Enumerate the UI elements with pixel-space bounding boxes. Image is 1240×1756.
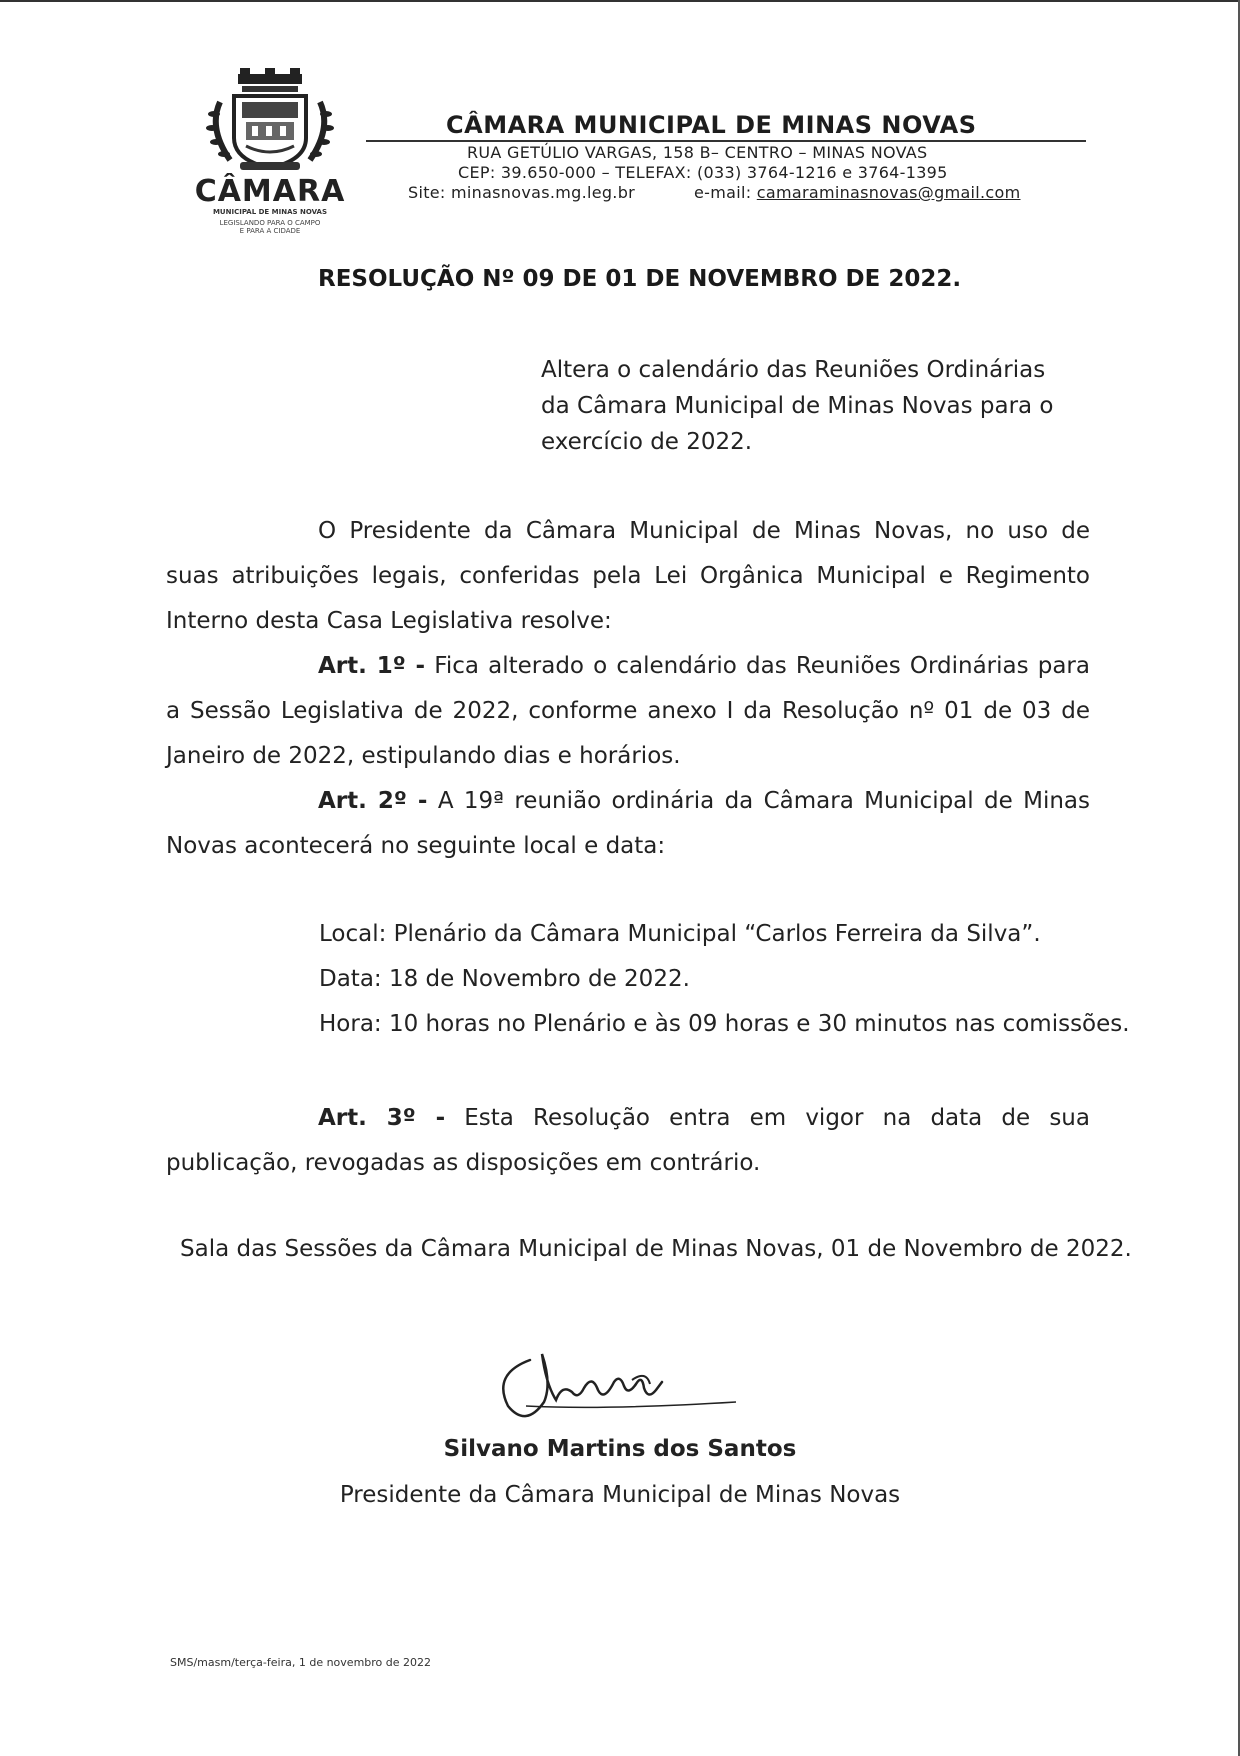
article-3-label: Art. 3º - (318, 1105, 446, 1131)
article-2-label: Art. 2º - (318, 788, 428, 814)
article-3 (166, 1096, 1090, 1186)
intro-text: O Presidente da Câmara Municipal de Minas Novas, no uso de suas atribuições legais, conferidas pela Lei Orgânica Municipal e Regimento Interno desta Casa Legislativa resolve: (166, 518, 1090, 634)
chamber-logo (190, 68, 350, 248)
organization-address: RUA GETÚLIO VARGAS, 158 B– CENTRO – MINAS NOVAS (467, 143, 928, 162)
closing-line: Sala das Sessões da Câmara Municipal de Minas Novas, 01 de Novembro de 2022. (180, 1236, 1132, 1262)
logo-subtitle: MUNICIPAL DE MINAS NOVAS (212, 208, 328, 216)
article-2 (166, 779, 1090, 869)
organization-name: CÂMARA MUNICIPAL DE MINAS NOVAS (446, 111, 977, 139)
article-1 (166, 644, 1090, 779)
meeting-time: Hora: 10 horas no Plenário e às 09 horas e 30 minutos nas comissões. (319, 1011, 1130, 1037)
logo-motto (190, 219, 350, 235)
coat-of-arms-icon (190, 68, 350, 172)
logo-motto-line1: LEGISLANDO PARA O CAMPO (219, 219, 321, 227)
organization-email (694, 183, 1021, 202)
signer-name: Silvano Martins dos Santos (443, 1436, 797, 1462)
article-1-label: Art. 1º - (318, 653, 426, 679)
resolution-title: RESOLUÇÃO Nº 09 DE 01 DE NOVEMBRO DE 2022. (318, 266, 962, 292)
handwritten-signature (486, 1344, 742, 1428)
meeting-date: Data: 18 de Novembro de 2022. (319, 966, 690, 992)
page-border-top (0, 0, 1240, 2)
signer-title: Presidente da Câmara Municipal de Minas Novas (339, 1482, 901, 1508)
resolution-summary: Altera o calendário das Reuniões Ordinárias da Câmara Municipal de Minas Novas para o exercício de 2022. (541, 357, 1054, 455)
article-3-text: Esta Resolução entra em vigor na data de sua publicação, revogadas as disposições em contrário. (166, 1105, 1090, 1176)
email-link[interactable]: camaraminasnovas@gmail.com (756, 183, 1021, 202)
meeting-location: Local: Plenário da Câmara Municipal “Carlos Ferreira da Silva”. (319, 921, 1041, 947)
organization-cep-phone: CEP: 39.650-000 – TELEFAX: (033) 3764-1216 e 3764-1395 (458, 163, 948, 182)
article-1-text: Fica alterado o calendário das Reuniões Ordinárias para a Sessão Legislativa de 2022, conforme anexo I da Resolução nº 01 de 03 de Janeiro de 2022, estipulando dias e horários. (166, 653, 1090, 769)
logo-wordmark: CÂMARA (194, 174, 346, 209)
article-2-text: A 19ª reunião ordinária da Câmara Municipal de Minas Novas acontecerá no seguinte local e data: (166, 788, 1090, 859)
letterhead-divider (366, 140, 1086, 142)
organization-site[interactable]: Site: minasnovas.mg.leg.br (408, 183, 636, 202)
intro-paragraph (166, 509, 1090, 644)
document-footer: SMS/masm/terça-feira, 1 de novembro de 2022 (170, 1656, 432, 1669)
email-label: e-mail: (694, 183, 757, 202)
logo-motto-line2: E PARA A CIDADE (239, 227, 301, 235)
